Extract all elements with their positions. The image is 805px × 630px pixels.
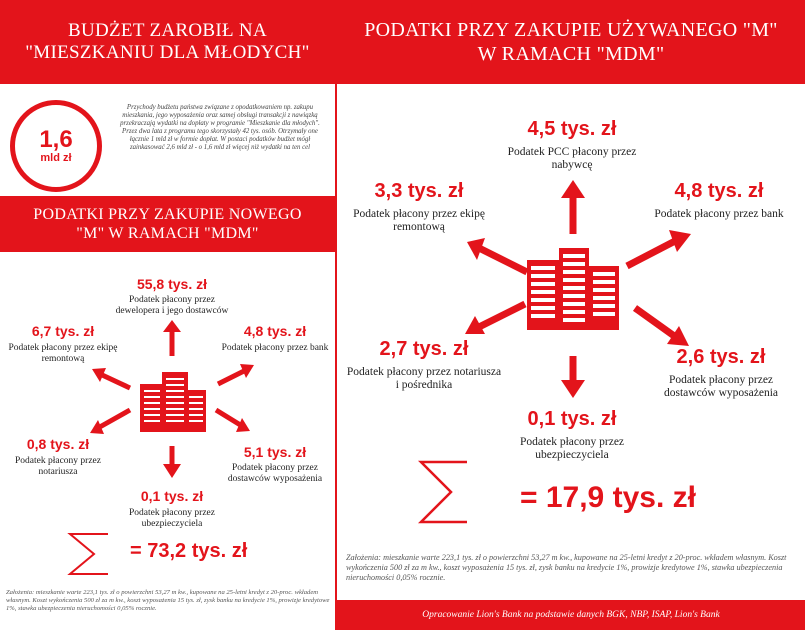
arrow-upright-icon — [627, 230, 691, 266]
budget-circle — [10, 100, 102, 192]
left-ur-value: 4,8 tys. zł — [243, 323, 307, 339]
left-top-label: Podatek płacony przez dewelopera i jego dostawców — [115, 295, 229, 316]
budget-unit: mld zł — [40, 151, 72, 164]
left-sum-value: = 73,2 tys. zł — [130, 540, 248, 562]
right-ur-label: Podatek płacony przez bank — [654, 208, 784, 220]
arrow-upleft-icon — [467, 238, 527, 272]
arrow-upright-icon — [218, 364, 254, 384]
left-section-banner — [0, 196, 335, 252]
budget-description: Przychody budżetu państwa związane z opodatkowaniem np. zakupu mieszkania, jego wyposażenia oraz samej obsługi transakcji z nawiązką przekraczają wydatki na dopłaty w programie "Mieszkanie dla młodych". Przez dwa lata z programu tego skorzystały 42 tys. osób. Otrzymały one łącznie 1 mld zł w formie dopłat. W postaci podatków budżet mógł zainkasować 2,6 mld zł - o 1,6 mld zł więcej niż wydatki na ten cel — [120, 104, 320, 151]
arrow-downright-icon — [216, 410, 250, 432]
arrow-up-icon — [163, 320, 181, 356]
right-ur-value: 4,8 tys. zł — [674, 180, 764, 202]
right-assumptions: Założenia: mieszkanie warte 223,1 tys. zł o powierzchni 53,27 m kw., kupowane na 25-letni kredyt z 20-proc. wkładem własnym. Koszt wykończenia 500 zł za m kw., koszt wyposażenia 15 tys. zł, zysk banku na kredycie 1%, prowizje kredytowe 1%, stawka ubezpieczenia nieruchomości 0,05% rocznie. — [346, 553, 787, 582]
right-lr-label: Podatek płacony przez dostawców wyposażenia — [663, 374, 778, 399]
sigma-icon — [421, 462, 467, 522]
left-top-banner — [0, 0, 335, 84]
left-lr-label: Podatek płacony przez dostawców wyposażenia — [227, 463, 323, 484]
footer-banner — [337, 600, 805, 630]
left-ll-label: Podatek płacony przez notariusza — [15, 456, 101, 477]
right-title: PODATKI PRZY ZAKUPIE UŻYWANEGO "M" W RAMACH "MDM" — [364, 19, 778, 65]
left-top-value: 55,8 tys. zł — [136, 276, 208, 292]
right-ul-label: Podatek płacony przez ekipę remontową — [353, 208, 485, 233]
arrow-down-icon — [561, 356, 585, 398]
left-section-title: PODATKI PRZY ZAKUPIE NOWEGO "M" W RAMACH "MDM" — [33, 206, 302, 242]
left-ul-value: 6,7 tys. zł — [31, 323, 95, 339]
right-sum-value: = 17,9 tys. zł — [520, 481, 696, 514]
arrow-up-icon — [561, 180, 585, 234]
arrow-upleft-icon — [92, 368, 130, 388]
arrow-downleft-icon — [90, 410, 130, 434]
right-ll-label: Podatek płacony przez notariusza i pośrednika — [346, 366, 502, 391]
left-ul-label: Podatek płacony przez ekipę remontową — [8, 343, 118, 364]
right-top-value: 4,5 tys. zł — [527, 118, 617, 140]
right-bottom-value: 0,1 tys. zł — [527, 408, 617, 430]
right-bottom-label: Podatek płacony przez ubezpieczyciela — [519, 436, 625, 461]
sigma-icon — [70, 534, 108, 574]
arrow-downleft-icon — [465, 304, 525, 334]
arrow-down-icon — [163, 446, 181, 478]
left-top-title: BUDŻET ZAROBIŁ NA "MIESZKANIU DLA MŁODYCH" — [25, 20, 310, 63]
left-lr-value: 5,1 tys. zł — [243, 444, 307, 460]
left-assumptions: Założenia: mieszkanie warte 223,1 tys. zł o powierzchni 53,27 m kw., kupowane na 25-letni kredyt z 20-proc. wkładem własnym. Koszt wykończenia 500 zł za m kw., koszt wyposażenia 15 tys. zł, zysk banku na kredycie 1%, prowizje kredytowe 1%, stawka ubezpieczenia nieruchomości 0,05% rocznie. — [6, 589, 330, 612]
buildings-icon — [527, 248, 619, 330]
left-ll-value: 0,8 tys. zł — [26, 436, 90, 452]
footer-source: Opracowanie Lion's Bank na podstawie danych BGK, NBP, ISAP, Lion's Bank — [422, 610, 720, 620]
right-ll-value: 2,7 tys. zł — [379, 338, 469, 360]
right-top-label: Podatek PCC płacony przez nabywcę — [507, 146, 637, 171]
budget-value: 1,6 — [39, 125, 73, 153]
arrow-downright-icon — [635, 308, 689, 346]
left-bottom-value: 0,1 tys. zł — [140, 488, 204, 504]
buildings-icon — [140, 372, 206, 432]
left-ur-label: Podatek płacony przez bank — [221, 343, 329, 353]
left-bottom-label: Podatek płacony przez ubezpieczyciela — [129, 508, 215, 529]
right-ul-value: 3,3 tys. zł — [374, 180, 464, 202]
right-banner — [337, 0, 805, 84]
right-lr-value: 2,6 tys. zł — [676, 346, 766, 368]
